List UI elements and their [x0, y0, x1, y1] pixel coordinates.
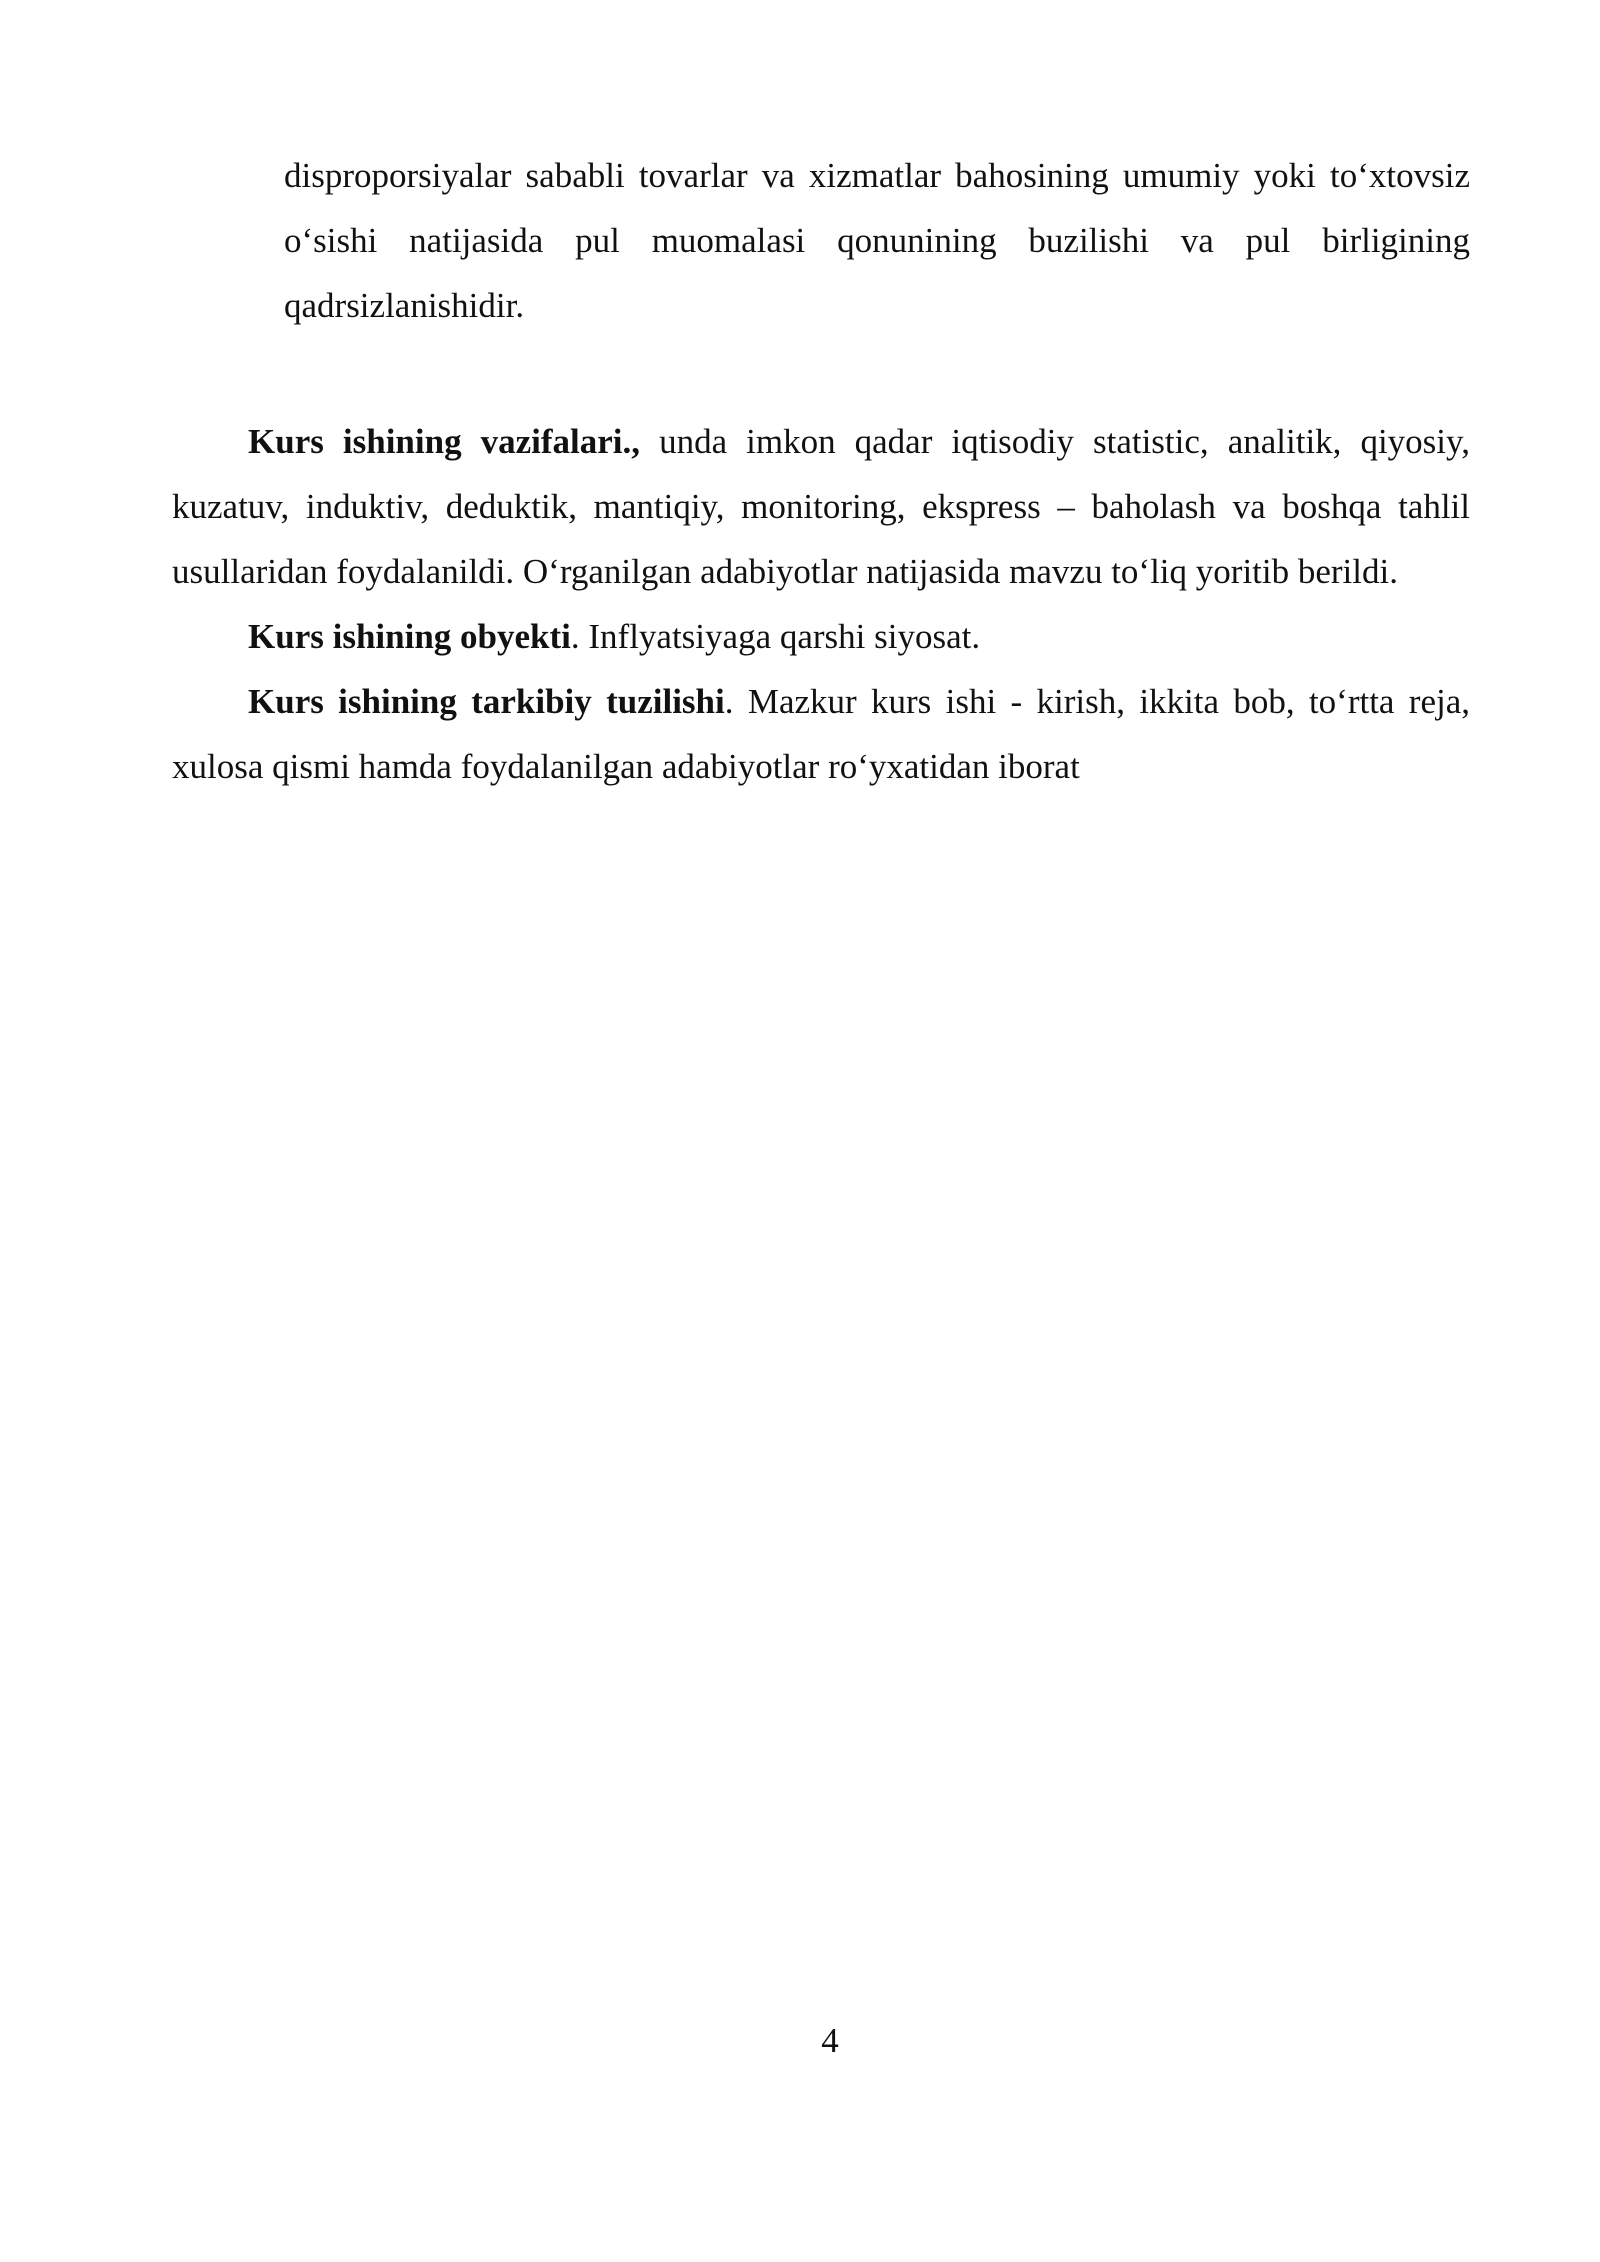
- structure-paragraph: [172, 669, 1470, 799]
- object-paragraph: [172, 604, 1470, 669]
- object-heading: Kurs ishining obyekti: [248, 617, 571, 656]
- intro-paragraph: disproporsiyalar sababli tovarlar va xizmatlar bahosining umumiy yoki to‘xtovsiz o‘sishi natijasida pul muomalasi qonunining buzilishi va pul birligining qadrsizlanishidir.: [284, 156, 1470, 325]
- structure-text: . Mazkur kurs ishi - kirish, ikkita bob, toʻrtta reja, xulosa qismi hamda foydalanilgan adabiyotlar roʻyxatidan iborat: [172, 682, 1470, 786]
- tasks-text: unda imkon qadar iqtisodiy statistic, analitik, qiyosiy, kuzatuv, induktiv, deduktik, mantiqiy, monitoring, ekspress – baholash va boshqa tahlil usullaridan foydalanildi. O‘rganilgan adabiyotlar natijasida mavzu to‘liq yoritib berildi.: [172, 422, 1471, 591]
- structure-heading: Kurs ishining tarkibiy tuzilishi: [248, 682, 725, 721]
- page-number: 4: [821, 2021, 839, 2060]
- object-text: . Inflyatsiyaga qarshi siyosat.: [570, 617, 981, 656]
- main-content: [172, 409, 1470, 799]
- tasks-heading: Kurs ishining vazifalari.: [248, 422, 632, 461]
- tasks-paragraph: [172, 409, 1470, 604]
- tasks-separator: ,: [631, 422, 641, 461]
